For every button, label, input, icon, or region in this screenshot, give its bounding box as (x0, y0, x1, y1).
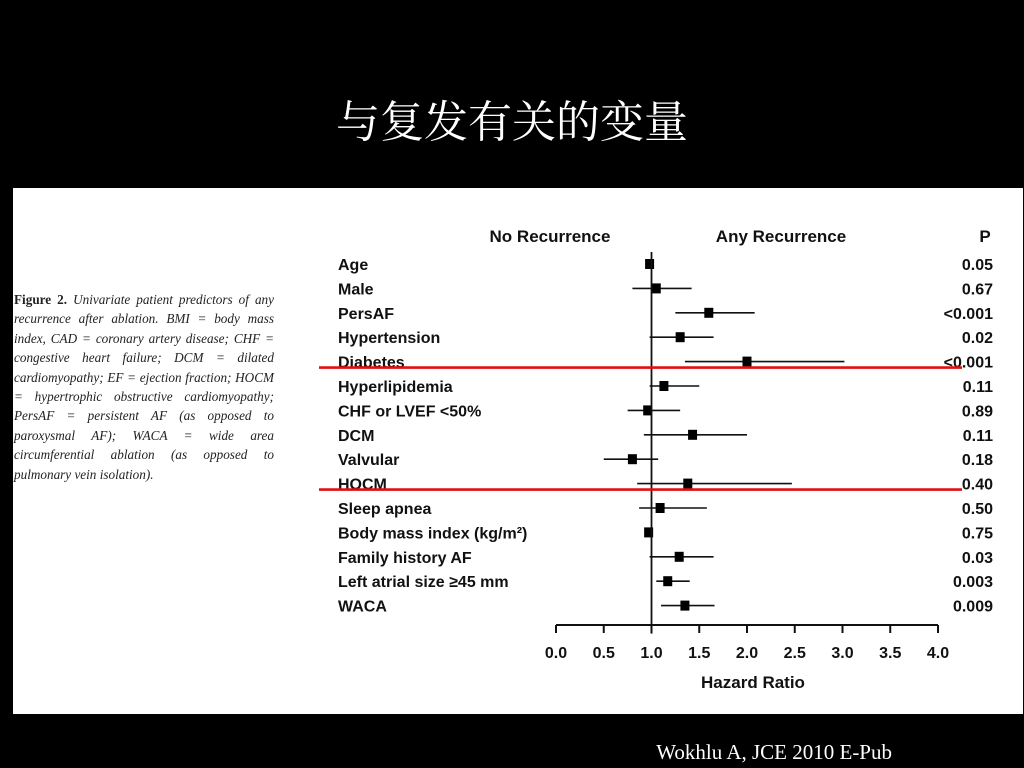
row-p-value: 0.18 (961, 452, 993, 470)
row-label: Body mass index (kg/m²) (338, 525, 528, 543)
header-any-recurrence: Any Recurrence (715, 227, 847, 246)
row-p-value: 0.11 (962, 379, 993, 396)
row-p-value: 0.75 (961, 525, 993, 543)
x-tick-label: 2.0 (735, 645, 759, 662)
row-p-value: 0.03 (961, 549, 993, 567)
row-p-value: 0.40 (961, 476, 993, 494)
x-tick-label: 3.0 (831, 645, 854, 662)
row-p-value: 0.003 (952, 574, 993, 592)
row-label: HOCM (338, 476, 387, 494)
caption-text: Univariate patient predictors of any recurrence after ablation. BMI = body mass index, CAD = coronary artery disease; CHF = congestive heart failure; DCM = dilated cardiomyopathy; EF = ejection fraction; HOCM = hypertrophic obstructive cardiomyopathy; PersAF = persistent AF (as opposed to paroxysmal AF); WACA = wide area circumferential ablation (as opposed to pulmonary vein isolation). (14, 292, 274, 482)
row-p-value: 0.02 (961, 330, 993, 348)
row-p-value: <0.001 (943, 305, 993, 323)
x-tick-label: 1.5 (688, 645, 711, 662)
row-label: Family history AF (338, 549, 472, 567)
p-column-header: P (979, 227, 991, 246)
x-tick-label: 3.5 (879, 645, 902, 662)
row-label: Sleep apnea (338, 501, 432, 518)
row-p-value: <0.001 (943, 354, 993, 372)
hr-point (652, 283, 661, 293)
row-label: Valvular (338, 452, 400, 470)
x-tick-label: 2.5 (783, 645, 806, 662)
citation: Wokhlu A, JCE 2010 E-Pub (656, 740, 892, 764)
hr-point (683, 479, 692, 489)
row-p-value: 0.50 (961, 501, 993, 518)
hr-point (663, 576, 672, 586)
x-tick-label: 0.0 (544, 645, 568, 662)
header-no-recurrence: No Recurrence (489, 227, 611, 246)
row-p-value: 0.009 (952, 598, 993, 616)
hr-point (704, 308, 713, 318)
hr-point (680, 601, 689, 611)
x-tick-label: 1.0 (640, 645, 663, 662)
row-label: Hypertension (338, 330, 441, 348)
row-label: Hyperlipidemia (338, 379, 453, 396)
row-label: Age (338, 257, 369, 274)
row-p-value: 0.11 (962, 427, 993, 445)
row-label: PersAF (338, 305, 395, 323)
x-tick-label: 4.0 (926, 645, 950, 662)
hr-point (688, 430, 697, 440)
hr-point (659, 381, 668, 391)
hr-point (645, 259, 654, 269)
row-label: WACA (338, 598, 387, 616)
row-label: DCM (338, 427, 375, 445)
row-label: CHF or LVEF <50% (338, 403, 482, 421)
x-axis-label: Hazard Ratio (701, 673, 805, 692)
row-label: Diabetes (338, 354, 405, 372)
row-p-value: 0.67 (961, 281, 993, 299)
x-tick-label: 0.5 (592, 645, 615, 662)
hr-point (743, 357, 752, 367)
caption-label: Figure 2. (14, 292, 68, 307)
row-label: Male (338, 281, 374, 299)
row-p-value: 0.05 (961, 257, 993, 274)
hr-point (676, 332, 685, 342)
hr-point (675, 552, 684, 562)
row-p-value: 0.89 (961, 403, 993, 421)
slide-title: 与复发有关的变量 (336, 97, 688, 148)
row-label: Left atrial size ≥45 mm (338, 574, 509, 592)
hr-point (628, 454, 637, 464)
hr-point (656, 503, 665, 513)
